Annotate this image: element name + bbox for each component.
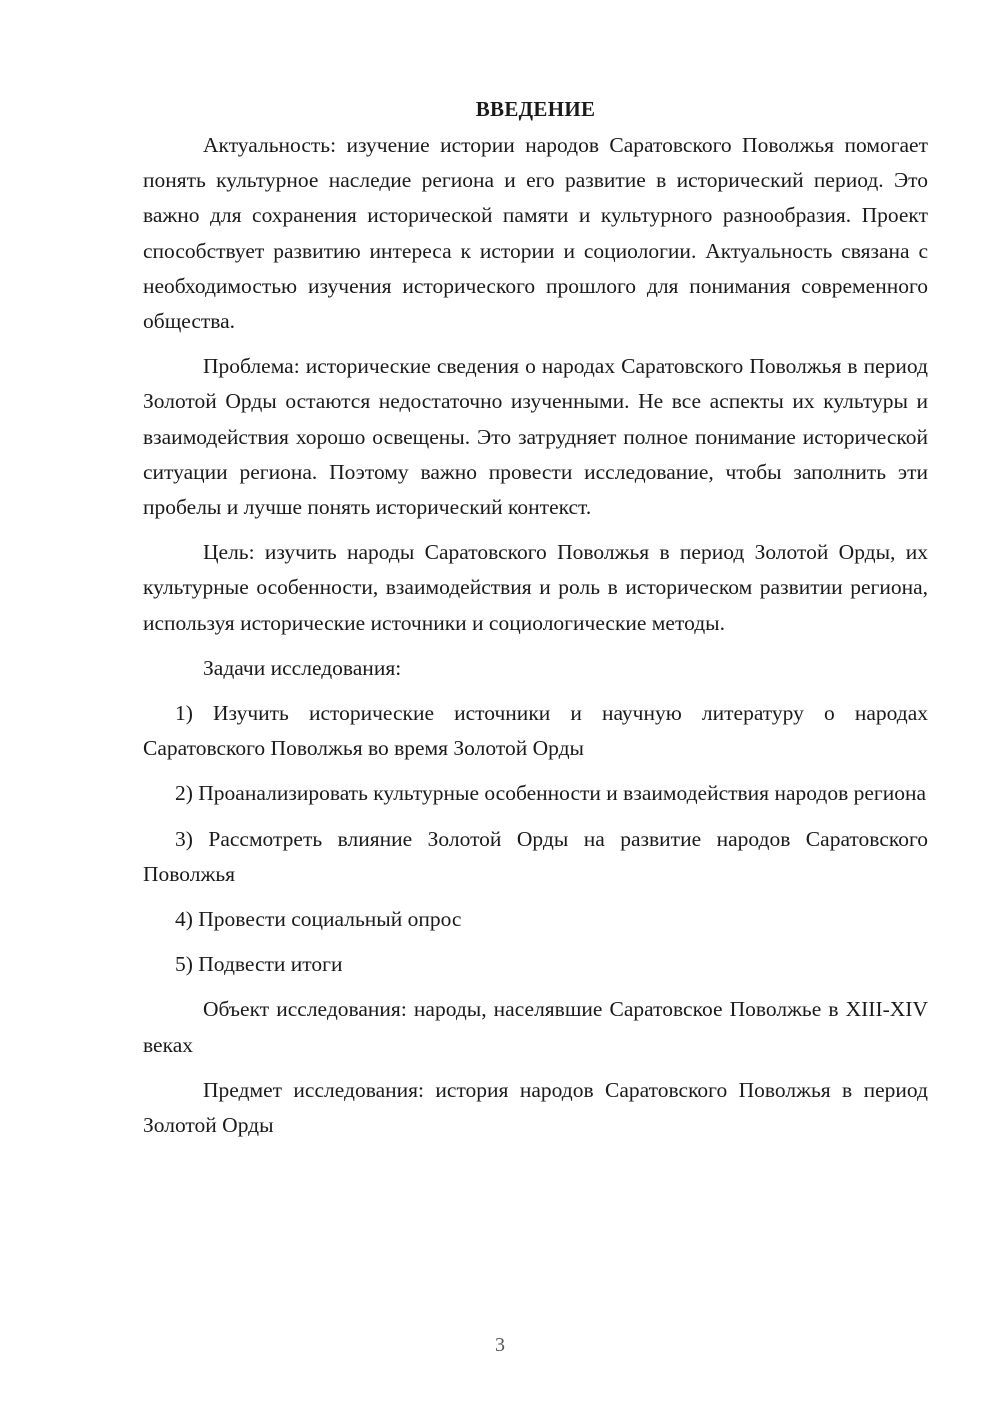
goal-paragraph: Цель: изучить народы Саратовского Поволжья в период Золотой Орды, их культурные особенности, взаимодействия и роль в историческом развитии региона, используя исторические источники и социологические методы.	[143, 540, 928, 635]
subject-paragraph: Предмет исследования: история народов Саратовского Поволжья в период Золотой Орды	[143, 1077, 928, 1138]
problem-paragraph: Проблема: исторические сведения о народах Саратовского Поволжья в период Золотой Орды остаются недостаточно изученными. Не все аспекты их культуры и взаимодействия хорошо освещены. Это затрудняет полное понимание исторической ситуации региона. Поэтому важно провести исследование, чтобы заполнить эти пробелы и лучше понять исторический контекст.	[143, 354, 928, 520]
object-paragraph: Объект исследования: народы, населявшие Саратовское Поволжье в XIII-XIV веках	[143, 997, 928, 1057]
task-item-3: 3) Рассмотреть влияние Золотой Орды на развитие народов Саратовского Поволжья	[143, 826, 928, 886]
tasks-label: Задачи исследования:	[203, 655, 402, 680]
task-item-5: 5) Подвести итоги	[175, 952, 343, 977]
page-number: 3	[495, 1334, 505, 1356]
task-item-2: 2) Проанализировать культурные особенности и взаимодействия народов региона	[175, 781, 927, 806]
relevance-paragraph: Актуальность: изучение истории народов Саратовского Поволжья помогает понять культурное наследие региона и его развитие в исторический период. Это важно для сохранения исторической памяти и культурного разнообразия. Проект способствует развитию интереса к истории и социологии. Актуальность связана с необходимостью изучения исторического прошлого для понимания современного общества.	[143, 133, 928, 334]
document-page	[143, 92, 928, 1153]
task-item-1: 1) Изучить исторические источники и научную литературу о народах Саратовского Поволжья во время Золотой Орды	[143, 701, 928, 761]
section-heading: ВВЕДЕНИЕ	[475, 97, 596, 121]
task-item-4: 4) Провести социальный опрос	[175, 907, 462, 932]
